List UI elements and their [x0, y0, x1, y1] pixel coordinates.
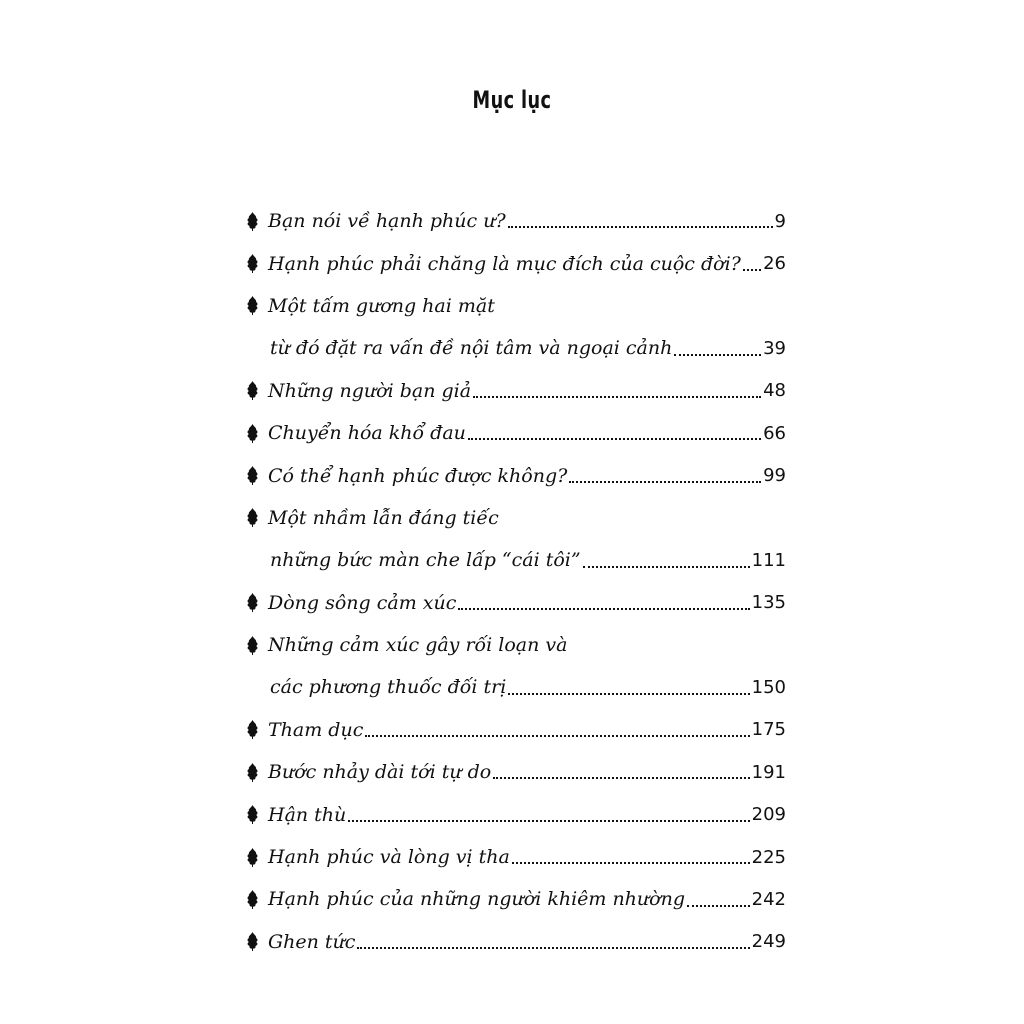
toc-line: [246, 666, 786, 708]
leaf-bullet-icon: [246, 466, 268, 485]
dot-leader: [348, 819, 749, 822]
toc-line: [246, 242, 786, 284]
toc-entry-title: Có thể hạnh phúc được không?: [268, 464, 568, 487]
toc-line: [246, 539, 786, 581]
leaf-bullet-icon: [246, 296, 268, 315]
dot-leader: [365, 734, 749, 737]
table-of-contents: [246, 200, 786, 963]
toc-entry-title: Bạn nói về hạnh phúc ư?: [268, 210, 506, 233]
toc-entry: [246, 454, 786, 496]
toc-line: [246, 582, 786, 624]
toc-line: [246, 793, 786, 835]
dot-leader: [743, 268, 761, 271]
toc-page-number: 66: [763, 422, 786, 444]
toc-entry: [246, 878, 786, 920]
toc-page-number: 99: [763, 465, 786, 487]
toc-entry: [246, 582, 786, 624]
toc-page-number: 9: [774, 210, 786, 232]
dot-leader: [458, 607, 749, 610]
toc-page-number: 48: [763, 380, 786, 402]
toc-entry: [246, 793, 786, 835]
dot-leader: [583, 565, 750, 568]
toc-entry-title: Dòng sông cảm xúc: [268, 591, 457, 614]
dot-leader: [493, 776, 749, 779]
toc-page-number: 26: [763, 253, 786, 275]
toc-entry: [246, 921, 786, 963]
toc-page-number: 39: [763, 337, 786, 359]
leaf-bullet-icon: [246, 805, 268, 824]
leaf-bullet-icon: [246, 636, 268, 655]
dot-leader: [473, 395, 761, 398]
toc-entry-title: Ghen tức: [268, 930, 356, 953]
toc-entry: [246, 242, 786, 284]
toc-page-number: 209: [751, 804, 786, 826]
toc-entry: [246, 709, 786, 751]
toc-entry-title: Những cảm xúc gây rối loạn và: [268, 634, 568, 657]
toc-page-number: 191: [751, 761, 786, 783]
toc-page-number: 225: [751, 846, 786, 868]
toc-entry-title: Hận thù: [268, 803, 347, 826]
leaf-bullet-icon: [246, 254, 268, 273]
toc-line: [246, 327, 786, 369]
dot-leader: [357, 946, 749, 949]
leaf-bullet-icon: [246, 932, 268, 951]
toc-entry-title: các phương thuốc đối trị: [270, 676, 507, 699]
toc-page-number: 150: [751, 676, 786, 698]
toc-entry-title: Hạnh phúc của những người khiêm nhường: [268, 888, 685, 911]
toc-entry-title: Bước nhảy dài tới tự do: [268, 761, 492, 784]
toc-entry-title: Một tấm gương hai mặt: [268, 294, 495, 317]
toc-entry: [246, 751, 786, 793]
toc-entry: [246, 624, 786, 709]
dot-leader: [508, 225, 773, 228]
toc-line: [246, 836, 786, 878]
leaf-bullet-icon: [246, 593, 268, 612]
toc-line: [246, 285, 786, 327]
dot-leader: [674, 353, 761, 356]
toc-line: [246, 497, 786, 539]
toc-page-number: 135: [751, 592, 786, 614]
dot-leader: [468, 437, 761, 440]
toc-line: [246, 412, 786, 454]
toc-page-number: 175: [751, 719, 786, 741]
leaf-bullet-icon: [246, 212, 268, 231]
toc-entry: [246, 370, 786, 412]
leaf-bullet-icon: [246, 508, 268, 527]
toc-entry: [246, 836, 786, 878]
toc-page-number: 111: [751, 549, 786, 571]
toc-entry-title: Chuyển hóa khổ đau: [268, 422, 466, 445]
page-title: Mục lục: [472, 86, 552, 114]
leaf-bullet-icon: [246, 381, 268, 400]
toc-entry-title: Hạnh phúc phải chăng là mục đích của cuộc đời?: [268, 252, 741, 275]
toc-entry-title: những bức màn che lấp “cái tôi”: [270, 549, 581, 572]
toc-entry: [246, 285, 786, 370]
leaf-bullet-icon: [246, 763, 268, 782]
toc-line: [246, 751, 786, 793]
toc-line: [246, 200, 786, 242]
dot-leader: [508, 692, 749, 695]
leaf-bullet-icon: [246, 848, 268, 867]
leaf-bullet-icon: [246, 720, 268, 739]
toc-entry: [246, 200, 786, 242]
dot-leader: [512, 861, 750, 864]
toc-page-number: 242: [751, 888, 786, 910]
toc-line: [246, 878, 786, 920]
toc-entry-title: Hạnh phúc và lòng vị tha: [268, 846, 510, 869]
dot-leader: [569, 480, 761, 483]
toc-entry-title: Những người bạn giả: [268, 379, 472, 402]
toc-page-number: 249: [751, 931, 786, 953]
toc-line: [246, 370, 786, 412]
leaf-bullet-icon: [246, 890, 268, 909]
leaf-bullet-icon: [246, 424, 268, 443]
dot-leader: [687, 904, 750, 907]
toc-entry: [246, 412, 786, 454]
toc-entry: [246, 497, 786, 582]
toc-entry-title: từ đó đặt ra vấn đề nội tâm và ngoại cảnh: [270, 337, 673, 360]
toc-entry-title: Một nhầm lẫn đáng tiếc: [268, 506, 499, 529]
toc-line: [246, 921, 786, 963]
toc-entry-title: Tham dục: [268, 718, 364, 741]
toc-line: [246, 709, 786, 751]
toc-line: [246, 624, 786, 666]
toc-line: [246, 454, 786, 496]
